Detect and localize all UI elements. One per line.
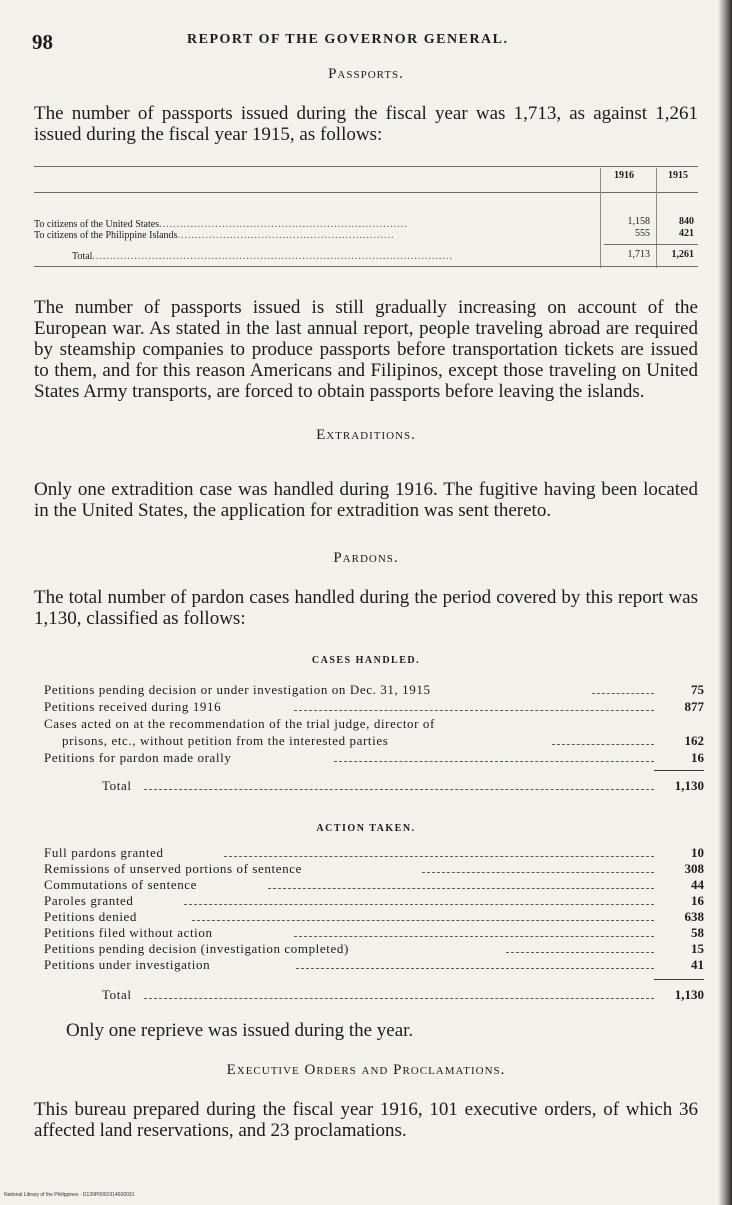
table-cell: 555 [635,228,650,239]
table-cell: 1,158 [627,216,650,227]
leader-dots [144,789,654,790]
item-value: 877 [684,699,704,714]
item-value: 15 [691,941,704,956]
passports-table [34,158,698,276]
list-item [44,941,704,958]
leader-dots [296,968,654,969]
column-header-1915: 1915 [668,170,688,181]
page-header [32,30,702,54]
list-item [44,925,704,942]
scan-footer: National Library of the Philippines · D139P0001914600031 [4,1192,135,1198]
item-label: Cases acted on at the recommendation of the trial judge, director of [44,716,435,731]
reprieve-sentence: Only one reprieve was issued during the year. [66,1020,414,1041]
total-label: Total [102,778,132,793]
table-cell: 840 [679,216,694,227]
total-row [44,778,704,795]
extraditions-body: Only one extradition case was handled during 1916. The fugitive having been located in the United States, the application for extradition was sent thereto. [34,479,698,521]
total-row [44,987,704,1004]
page-number: 98 [32,30,53,54]
item-label: prisons, etc., without petition from the interested parties [62,733,389,748]
leader-dots [334,761,654,762]
total-value: 1,130 [674,987,704,1002]
list-item [44,733,704,750]
item-value: 41 [691,957,704,972]
section-title-extraditions: Extraditions. [316,427,416,443]
total-label: Total [102,987,132,1002]
list-item [44,716,704,733]
list-item [44,909,704,926]
cases-handled-list [44,682,704,802]
leader-dots [294,710,654,711]
table-cell: 421 [679,228,694,239]
table-header-rule [34,192,698,193]
item-label: Petitions pending decision (investigation completed) [44,941,349,956]
item-value: 162 [684,733,704,748]
table-row-label: To citizens of the Philippine Islands.............................................................. [34,230,395,241]
list-item [44,750,704,767]
passports-body: The number of passports issued is still gradually increasing on account of the European war. As stated in the last annual report, people traveling abroad are required by steamship companies to produce passports before transportation tickets are issued to them, and for this reason Americans and Filipinos, except those traveling on United States Army transports, are forced to obtain passports before leaving the islands. [34,297,698,402]
cases-handled-caption: CASES HANDLED. [311,655,421,666]
table-total-1915: 1,261 [671,249,694,260]
leader-dots [506,952,654,953]
table-top-rule [34,166,698,167]
page-edge-shadow [718,0,732,1205]
total-value: 1,130 [674,778,704,793]
leader-dots [592,693,654,694]
item-label: Petitions under investigation [44,957,211,972]
pardons-intro: The total number of pardon cases handled during the period covered by this report was 1,130, classified as follows: [34,587,698,629]
item-value: 638 [684,909,704,924]
leader-dots [294,936,654,937]
sum-rule [654,979,704,980]
item-value: 16 [691,893,704,908]
item-label: Petitions received during 1916 [44,699,222,714]
item-value: 58 [691,925,704,940]
action-taken-list [44,845,704,1027]
item-label: Commutations of sentence [44,877,198,892]
section-title-pardons: Pardons. [333,550,399,566]
sum-rule [654,770,704,771]
item-label: Petitions denied [44,909,138,924]
item-value: 44 [691,877,704,892]
passports-intro: The number of passports issued during the fiscal year was 1,713, as against 1,261 issued during the fiscal year 1915, as follows: [34,103,698,145]
item-value: 75 [691,682,704,697]
executive-orders-body: This bureau prepared during the fiscal year 1916, 101 executive orders, of which 36 affected land reservations, and 23 proclamations. [34,1099,698,1141]
column-divider [600,168,601,268]
item-label: Full pardons granted [44,845,164,860]
item-label: Paroles granted [44,893,134,908]
leader-dots [144,998,654,999]
list-item [44,877,704,894]
section-title-executive-orders: Executive Orders and Proclamations. [226,1062,506,1078]
item-value: 10 [691,845,704,860]
column-header-1916: 1916 [614,170,634,181]
list-item [44,893,704,910]
item-label: Remissions of unserved portions of sentence [44,861,302,876]
table-total-label: Total....................................................................................................... [72,251,453,262]
list-item [44,957,704,974]
item-value: 16 [691,750,704,765]
list-item [44,845,704,862]
item-label: Petitions pending decision or under investigation on Dec. 31, 1915 [44,682,431,697]
table-total-1916: 1,713 [627,249,650,260]
action-taken-caption: ACTION TAKEN. [316,823,416,834]
item-label: Petitions filed without action [44,925,213,940]
running-title: REPORT OF THE GOVERNOR GENERAL. [187,32,509,47]
item-value: 308 [684,861,704,876]
subtotal-rule [604,244,698,245]
leader-dots [224,856,654,857]
list-item [44,682,704,699]
table-row-label: To citizens of the United States....................................................................... [34,219,408,230]
table-bottom-rule [34,266,698,267]
leader-dots [192,920,654,921]
item-label: Petitions for pardon made orally [44,750,232,765]
leader-dots [184,904,654,905]
list-item [44,699,704,716]
list-item [44,861,704,878]
leader-dots [422,872,654,873]
leader-dots [552,744,654,745]
leader-dots [268,888,654,889]
section-title-passports: Passports. [328,66,404,82]
